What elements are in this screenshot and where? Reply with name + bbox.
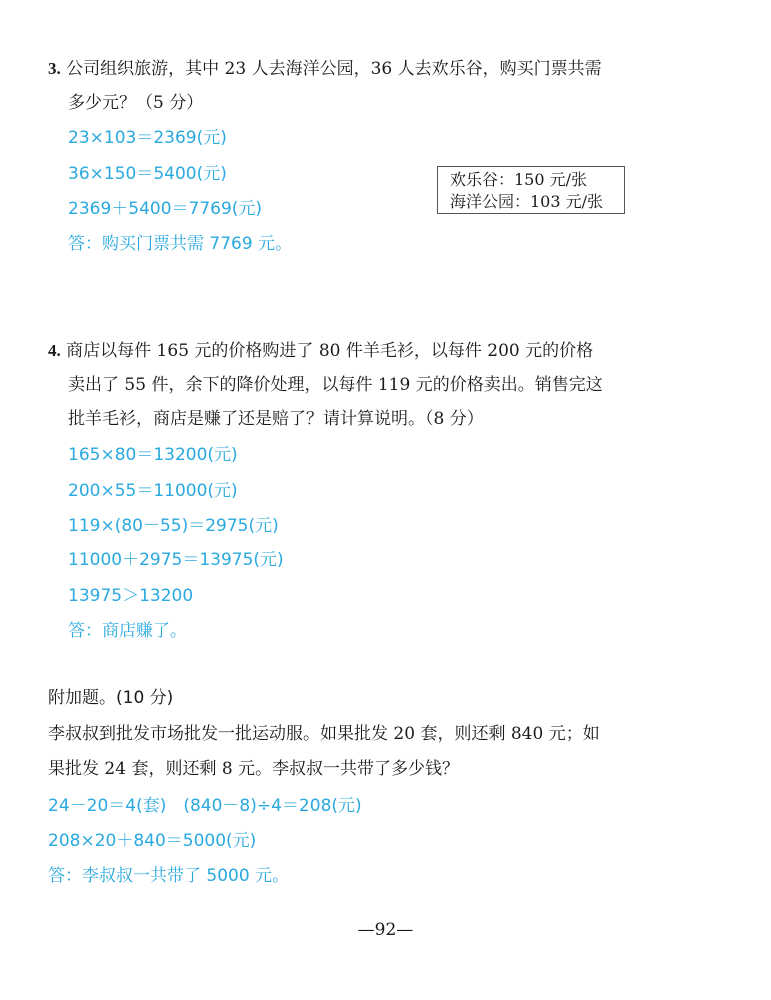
q4-answer-6: 答：商店赚了。 <box>68 621 187 641</box>
q3-text-line1: 公司组织旅游，其中 23 人去海洋公园，36 人去欢乐谷，购买门票共需 <box>66 59 602 79</box>
q4-stem-line1 <box>48 340 593 362</box>
q4-answer-5: 13975＞13200 <box>68 586 194 606</box>
q3-stem-line2: 多少元？（5 分） <box>68 93 204 113</box>
q3-answer-4: 答：购买门票共需 7769 元。 <box>68 234 293 254</box>
price-ocean-park: 海洋公园：103 元/张 <box>450 192 604 211</box>
q4-stem-line2: 卖出了 55 件，余下的降价处理，以每件 119 元的价格卖出。销售完这 <box>68 375 603 395</box>
bonus-title: 附加题。(10 分) <box>48 688 174 708</box>
bonus-answer-2: 208×20＋840＝5000(元) <box>48 831 257 851</box>
q3-stem-line1 <box>48 58 602 80</box>
q4-answer-1: 165×80＝13200(元) <box>68 445 238 465</box>
price-box <box>437 166 625 214</box>
q3-answer-2: 36×150＝5400(元) <box>68 164 227 184</box>
q4-text-line1: 商店以每件 165 元的价格购进了 80 件羊毛衫，以每件 200 元的价格 <box>66 341 594 361</box>
q4-stem-line3: 批羊毛衫，商店是赚了还是赔了？请计算说明。（8 分） <box>68 409 484 429</box>
q4-answer-3: 119×(80－55)＝2975(元) <box>68 516 279 536</box>
q4-answer-2: 200×55＝11000(元) <box>68 481 238 501</box>
q4-number: 4. <box>48 341 61 360</box>
q4-answer-4: 11000＋2975＝13975(元) <box>68 550 284 570</box>
q3-number: 3. <box>48 59 61 78</box>
q3-answer-3: 2369＋5400＝7769(元) <box>68 199 263 219</box>
bonus-answer-1: 24－20＝4(套) (840－8)÷4＝208(元) <box>48 796 362 816</box>
page-number: —92— <box>357 920 414 940</box>
bonus-stem-line1: 李叔叔到批发市场批发一批运动服。如果批发 20 套，则还剩 840 元；如 <box>48 724 600 744</box>
price-happy-valley: 欢乐谷：150 元/张 <box>450 170 588 189</box>
bonus-stem-line2: 果批发 24 套，则还剩 8 元。李叔叔一共带了多少钱？ <box>48 759 460 779</box>
bonus-answer-3: 答：李叔叔一共带了 5000 元。 <box>48 866 290 886</box>
q3-answer-1: 23×103＝2369(元) <box>68 128 227 148</box>
